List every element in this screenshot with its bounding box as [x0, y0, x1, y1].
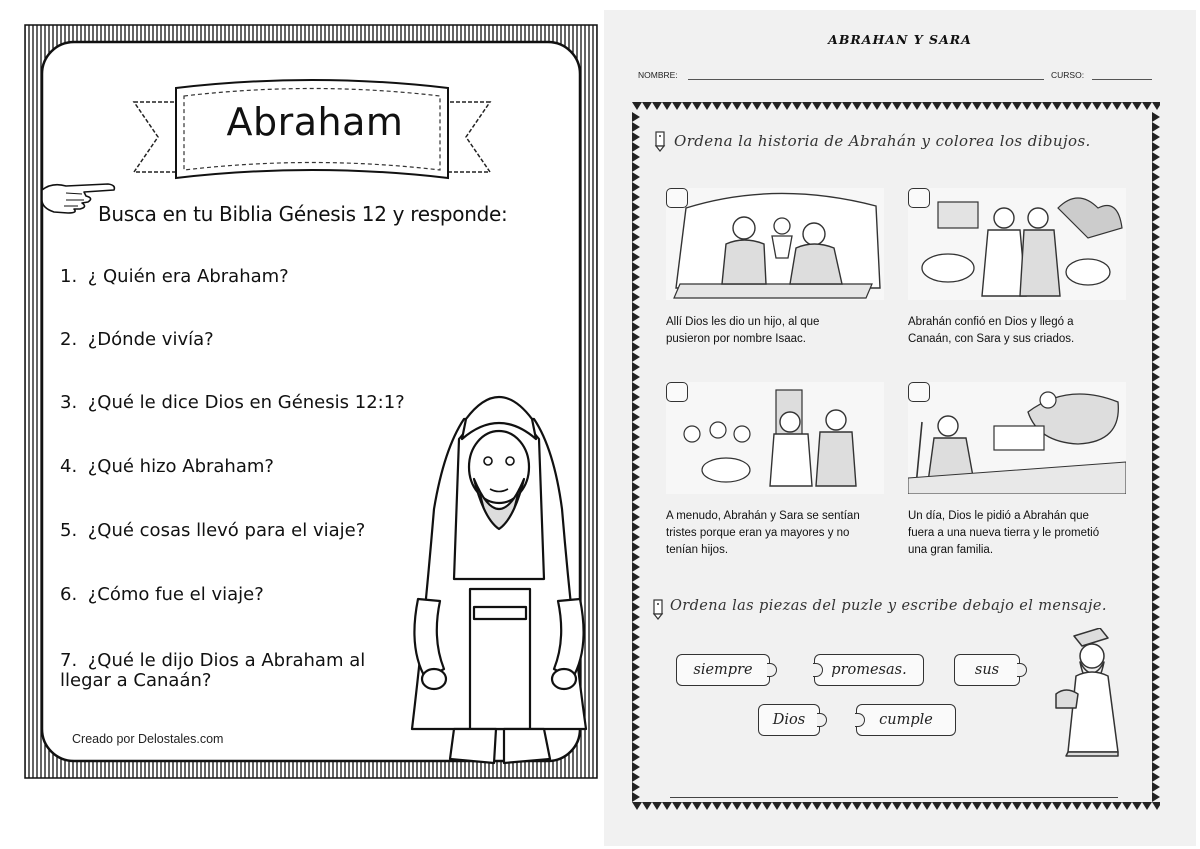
credit-text: Creado por Delostales.com	[72, 732, 224, 746]
question-2: 2. ¿Dónde vivía?	[60, 329, 214, 350]
story-caption-3: A menudo, Abrahán y Sara se sentían tristes porque eran ya mayores y no tenían hijos.	[666, 510, 860, 556]
story-order-box-3[interactable]	[666, 382, 688, 402]
question-3: 3. ¿Qué le dice Dios en Génesis 12:1?	[60, 392, 405, 413]
pencil-icon	[650, 598, 666, 620]
abraham-figure-icon	[404, 379, 594, 774]
story-order-box-2[interactable]	[908, 188, 930, 208]
question-7-continued: llegar a Canaán?	[60, 670, 212, 691]
story-image-journey	[908, 188, 1126, 300]
puzzle-piece-cumple[interactable]: cumple	[856, 704, 956, 736]
course-label: CURSO:	[1051, 70, 1085, 80]
right-worksheet	[604, 10, 1196, 846]
course-field[interactable]	[1092, 79, 1152, 80]
left-worksheet	[24, 24, 598, 779]
story-order-box-1[interactable]	[666, 188, 688, 208]
story-caption-2: Abrahán confió en Dios y llegó a Canaán, con Sara y sus criados.	[908, 316, 1075, 345]
story-caption-1: Allí Dios les dio un hijo, al que pusieron por nombre Isaac.	[666, 316, 820, 345]
puzzle-piece-dios[interactable]: Dios	[758, 704, 820, 736]
instruction-text: Busca en tu Biblia Génesis 12 y responde:	[98, 202, 508, 226]
question-6: 6. ¿Cómo fue el viaje?	[60, 584, 264, 605]
puzzle-piece-sus[interactable]: sus	[954, 654, 1020, 686]
section-heading-story: Ordena la historia de Abrahán y colorea los dibujos.	[674, 132, 1091, 150]
story-image-calling	[908, 382, 1126, 494]
name-field[interactable]	[688, 79, 1044, 80]
story-card-3	[666, 382, 891, 562]
story-card-2	[908, 188, 1133, 348]
question-5: 5. ¿Qué cosas llevó para el viaje?	[60, 520, 366, 541]
story-image-sad	[666, 382, 884, 494]
answer-line[interactable]	[670, 797, 1118, 798]
section-heading-puzzle: Ordena las piezas del puzle y escribe debajo el mensaje.	[670, 598, 1107, 614]
puzzle-piece-siempre[interactable]: siempre	[676, 654, 770, 686]
story-order-box-4[interactable]	[908, 382, 930, 402]
question-4: 4. ¿Qué hizo Abraham?	[60, 456, 274, 477]
question-7: 7. ¿Qué le dijo Dios a Abraham al	[60, 650, 366, 671]
story-card-1	[666, 188, 891, 348]
puzzle-piece-promesas[interactable]: promesas.	[814, 654, 924, 686]
abraham-scholar-icon	[1048, 628, 1128, 758]
pencil-icon	[652, 130, 668, 152]
page-title: Abraham	[226, 100, 404, 144]
question-1: 1. ¿ Quién era Abraham?	[60, 266, 289, 287]
story-card-4	[908, 382, 1133, 562]
worksheet-title: ABRAHAN Y SARA	[828, 32, 972, 47]
name-label: NOMBRE:	[638, 70, 678, 80]
story-image-isaac	[666, 188, 884, 300]
story-caption-4: Un día, Dios le pidió a Abrahán que fuera a una nueva tierra y le prometió una gran familia.	[908, 510, 1100, 556]
